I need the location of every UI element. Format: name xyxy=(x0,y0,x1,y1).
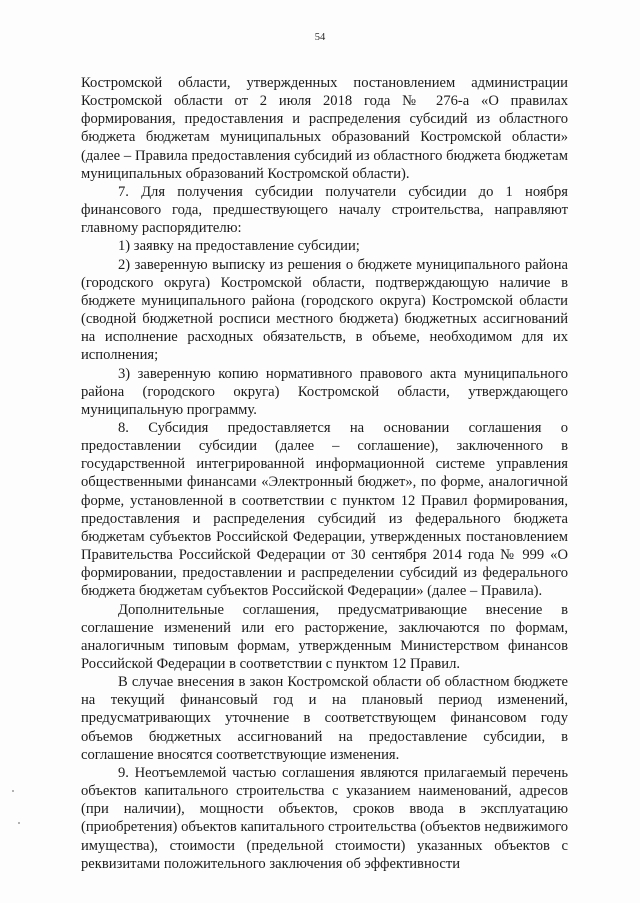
paragraph-subitem-2: 2) заверенную выписку из решения о бюджете муниципального района (городского округа) Костромской области, подтверждающую наличие в бюджете муниципального района (городского округа) Костромской области (сводной бюджетной росписи местного бюджета) бюджетных ассигнований на исполнение расходных обязательств, в объеме, необходимом для их исполнения; xyxy=(81,256,568,364)
paragraph-item-7: 7. Для получения субсидии получатели субсидии до 1 ноября финансового года, предшествующего началу строительства, направляют главному распорядителю: xyxy=(81,183,568,237)
document-text xyxy=(81,74,568,873)
paragraph-budget-changes: В случае внесения в закон Костромской области об областном бюджете на текущий финансовый год и на плановый период изменений, предусматривающих уточнение в соответствующем финансовом году объемов бюджетных ассигнований на предоставление субсидии, в соглашение вносятся соответствующие изменения. xyxy=(81,674,568,763)
scan-speck xyxy=(18,822,20,824)
scan-speck xyxy=(12,790,14,792)
paragraph-item-9: 9. Неотъемлемой частью соглашения являются прилагаемый перечень объектов капитального строительства с указанием наименований, адресов (при наличии), мощности объектов, сроков ввода в эксплуатацию (приобретения) объектов капитального строительства (объектов недвижимого имущества), стоимости (предельной стоимости) указанных объектов с реквизитами положительного заключения об эффективности xyxy=(81,764,568,872)
page-number: 54 xyxy=(314,32,326,43)
paragraph-subitem-3: 3) заверенную копию нормативного правового акта муниципального района (городского округа) Костромской области, утверждающего муниципальную программу. xyxy=(81,365,568,418)
paragraph-item-8: 8. Субсидия предоставляется на основании соглашения о предоставлении субсидии (далее – соглашение), заключенного в государственной интегрированной информационной системе управления общественными финансами «Электронный бюджет», по форме, аналогичной форме, установленной в соответствии с пунктом 12 Правил формирования, предоставления и распределения субсидий из федерального бюджета бюджетам субъектов Российской Федерации, утвержденных постановлением Правительства Российской Федерации от 30 сентября 2014 года № 999 «О формировании, предоставлении и распределении субсидий из федерального бюджета бюджетам субъектов Российской Федерации» (далее – Правила). xyxy=(81,419,568,600)
paragraph-subitem-1: 1) заявку на предоставление субсидии; xyxy=(118,238,360,255)
paragraph-additional-agreements: Дополнительные соглашения, предусматривающие внесение в соглашение изменений или его расторжение, заключаются по формам, аналогичным типовым формам, утвержденным Министерством финансов Российской Федерации в соответствии с пунктом 12 Правил. xyxy=(81,601,568,672)
paragraph-continuation: Костромской области, утвержденных постановлением администрации Костромской области от 2 июля 2018 года № 276-а «О правилах формирования, предоставления и распределения субсидий из областного бюджета бюджетам муниципальных образований Костромской области» (далее – Правила предоставления субсидий из областного бюджета бюджетам муниципальных образований Костромской области). xyxy=(81,75,568,182)
